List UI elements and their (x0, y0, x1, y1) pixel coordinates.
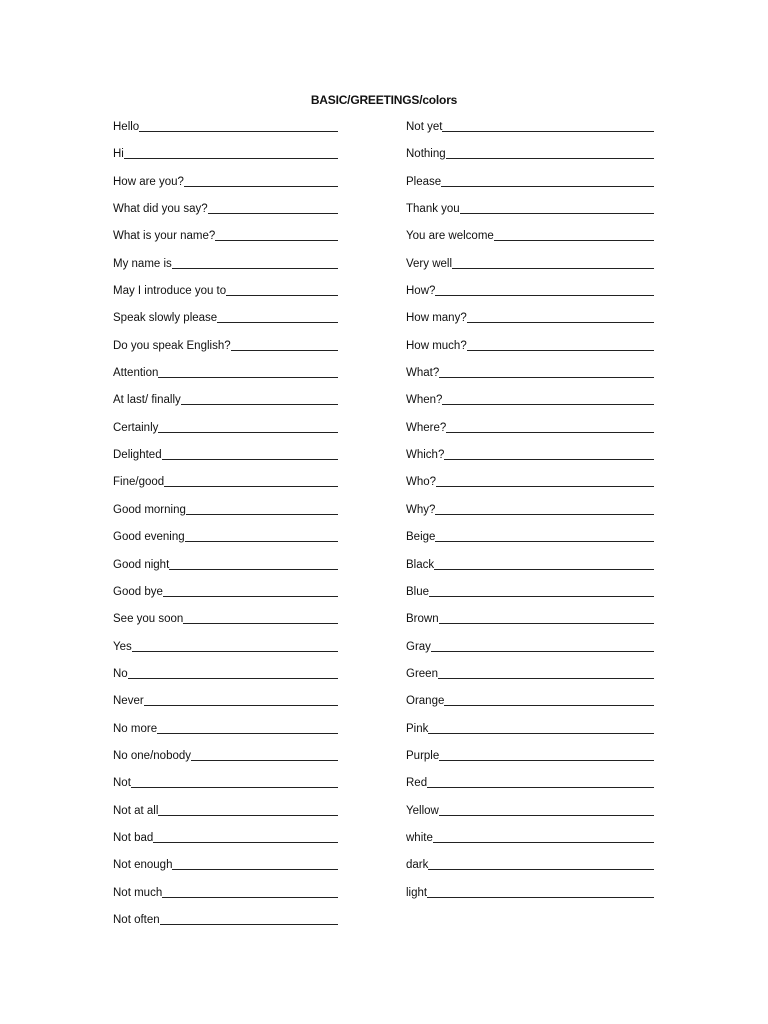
vocabulary-entry (406, 256, 654, 283)
vocabulary-entry (113, 666, 338, 693)
answer-blank-line[interactable] (428, 721, 654, 734)
vocabulary-term: Green (406, 667, 438, 680)
vocabulary-entry (113, 775, 338, 802)
vocabulary-term: dark (406, 859, 429, 872)
answer-blank-line[interactable] (231, 338, 338, 351)
vocabulary-term: How are you? (113, 175, 184, 188)
vocabulary-entry (113, 201, 338, 228)
vocabulary-term: Gray (406, 640, 431, 653)
answer-blank-line[interactable] (446, 420, 654, 433)
vocabulary-term: Never (113, 695, 144, 708)
vocabulary-entry (406, 201, 654, 228)
answer-blank-line[interactable] (162, 447, 338, 460)
answer-blank-line[interactable] (172, 857, 338, 870)
vocabulary-term: May I introduce you to (113, 285, 227, 298)
vocabulary-term: Pink (406, 722, 429, 735)
vocabulary-entry (113, 256, 338, 283)
vocabulary-term: What? (406, 367, 440, 380)
vocabulary-term: Speak slowly please (113, 312, 218, 325)
vocabulary-term: When? (406, 394, 443, 407)
vocabulary-entry (113, 857, 338, 884)
answer-blank-line[interactable] (191, 748, 338, 761)
answer-blank-line[interactable] (438, 666, 654, 679)
vocabulary-term: How? (406, 285, 436, 298)
answer-blank-line[interactable] (444, 447, 654, 460)
vocabulary-entry (406, 857, 654, 884)
vocabulary-entry (406, 310, 654, 337)
vocabulary-term: Who? (406, 476, 437, 489)
vocabulary-term: No (113, 667, 128, 680)
vocabulary-entry (113, 174, 338, 201)
answer-blank-line[interactable] (163, 584, 338, 597)
vocabulary-term: Good night (113, 558, 170, 571)
answer-blank-line[interactable] (139, 119, 338, 132)
vocabulary-term: Hello (113, 121, 140, 133)
vocabulary-term: Not yet (406, 121, 443, 133)
vocabulary-entry (406, 228, 654, 255)
vocabulary-term: Not bad (113, 831, 154, 844)
worksheet-title: BASIC/GREETINGS/colors (310, 93, 458, 107)
vocabulary-term: You are welcome (406, 230, 494, 243)
vocabulary-entry (406, 338, 654, 365)
vocabulary-entry (113, 584, 338, 611)
vocabulary-entry (113, 529, 338, 556)
answer-blank-line[interactable] (435, 529, 654, 542)
answer-blank-line[interactable] (158, 365, 338, 378)
vocabulary-entry (113, 830, 338, 857)
vocabulary-term: Yellow (406, 804, 439, 817)
answer-blank-line[interactable] (434, 557, 654, 570)
vocabulary-term: Red (406, 777, 428, 790)
vocabulary-term: Delighted (113, 449, 162, 462)
vocabulary-entry (113, 748, 338, 775)
vocabulary-entry (113, 283, 338, 310)
vocabulary-term: Not (113, 777, 131, 790)
vocabulary-term: My name is (113, 257, 172, 270)
vocabulary-entry (406, 420, 654, 447)
vocabulary-term: Beige (406, 531, 436, 544)
vocabulary-term: Orange (406, 695, 445, 708)
vocabulary-term: Attention (113, 367, 159, 380)
vocabulary-entry (406, 557, 654, 584)
vocabulary-entry (406, 639, 654, 666)
answer-blank-line[interactable] (467, 310, 654, 323)
answer-blank-line[interactable] (433, 830, 654, 843)
vocabulary-entry (406, 119, 654, 146)
answer-blank-line[interactable] (428, 857, 654, 870)
vocabulary-term: Fine/good (113, 476, 165, 489)
left-vocabulary-column (113, 119, 338, 939)
vocabulary-entry (113, 803, 338, 830)
vocabulary-entry (113, 420, 338, 447)
answer-blank-line[interactable] (184, 174, 338, 187)
answer-blank-line[interactable] (427, 775, 654, 788)
vocabulary-term: Purple (406, 749, 440, 762)
answer-blank-line[interactable] (215, 228, 338, 241)
vocabulary-term: Do you speak English? (113, 339, 231, 352)
answer-blank-line[interactable] (208, 201, 338, 214)
answer-blank-line[interactable] (183, 611, 338, 624)
vocabulary-entry (113, 912, 338, 939)
vocabulary-term: What did you say? (113, 203, 208, 216)
vocabulary-entry (406, 392, 654, 419)
vocabulary-entry (406, 174, 654, 201)
vocabulary-entry (406, 885, 654, 912)
answer-blank-line[interactable] (467, 338, 654, 351)
answer-blank-line[interactable] (435, 283, 654, 296)
vocabulary-entry (113, 721, 338, 748)
vocabulary-entry (406, 721, 654, 748)
vocabulary-term: Blue (406, 585, 430, 598)
vocabulary-term: Black (406, 558, 435, 571)
answer-blank-line[interactable] (162, 885, 338, 898)
vocabulary-term: Please (406, 175, 442, 188)
answer-blank-line[interactable] (164, 474, 338, 487)
vocabulary-term: Hi (113, 148, 124, 161)
vocabulary-entry (113, 693, 338, 720)
answer-blank-line[interactable] (439, 365, 654, 378)
vocabulary-term: How many? (406, 312, 467, 325)
answer-blank-line[interactable] (169, 557, 338, 570)
vocabulary-entry (113, 310, 338, 337)
vocabulary-entry (113, 502, 338, 529)
vocabulary-entry (113, 365, 338, 392)
vocabulary-entry (406, 584, 654, 611)
vocabulary-entry (113, 228, 338, 255)
answer-blank-line[interactable] (153, 830, 338, 843)
vocabulary-term: No one/nobody (113, 749, 192, 762)
vocabulary-entry (406, 693, 654, 720)
vocabulary-term: Brown (406, 613, 439, 626)
vocabulary-entry (113, 557, 338, 584)
answer-blank-line[interactable] (439, 803, 654, 816)
answer-blank-line[interactable] (226, 283, 338, 296)
answer-blank-line[interactable] (444, 693, 654, 706)
vocabulary-term: Good morning (113, 503, 186, 516)
vocabulary-entry (113, 119, 338, 146)
vocabulary-entry (406, 748, 654, 775)
vocabulary-term: Where? (406, 421, 447, 434)
vocabulary-entry (406, 830, 654, 857)
answer-blank-line[interactable] (442, 119, 654, 132)
answer-blank-line[interactable] (160, 912, 338, 925)
vocabulary-entry (406, 611, 654, 638)
vocabulary-term: Nothing (406, 148, 446, 161)
vocabulary-term: Good evening (113, 531, 185, 544)
vocabulary-entry (406, 803, 654, 830)
answer-blank-line[interactable] (436, 474, 654, 487)
answer-blank-line[interactable] (446, 146, 654, 159)
answer-blank-line[interactable] (144, 693, 338, 706)
answer-blank-line[interactable] (157, 721, 338, 734)
vocabulary-term: Why? (406, 503, 436, 516)
answer-blank-line[interactable] (158, 803, 338, 816)
vocabulary-term: Very well (406, 257, 453, 270)
answer-blank-line[interactable] (124, 146, 338, 159)
answer-blank-line[interactable] (185, 529, 338, 542)
vocabulary-entry (113, 639, 338, 666)
answer-blank-line[interactable] (217, 310, 338, 323)
answer-blank-line[interactable] (132, 639, 338, 652)
answer-blank-line[interactable] (158, 420, 338, 433)
vocabulary-entry (113, 885, 338, 912)
vocabulary-entry (406, 474, 654, 501)
vocabulary-term: See you soon (113, 613, 184, 626)
answer-blank-line[interactable] (439, 748, 654, 761)
vocabulary-term: No more (113, 722, 158, 735)
answer-blank-line[interactable] (427, 885, 654, 898)
answer-blank-line[interactable] (181, 392, 338, 405)
vocabulary-term: Not much (113, 886, 163, 899)
vocabulary-term: light (406, 886, 428, 899)
answer-blank-line[interactable] (172, 256, 338, 269)
answer-blank-line[interactable] (460, 201, 654, 214)
vocabulary-entry (406, 666, 654, 693)
answer-blank-line[interactable] (442, 392, 654, 405)
vocabulary-term: white (406, 831, 433, 844)
answer-blank-line[interactable] (186, 502, 338, 515)
vocabulary-entry (113, 392, 338, 419)
vocabulary-term: Not enough (113, 859, 173, 872)
vocabulary-term: Good bye (113, 585, 163, 598)
vocabulary-term: Certainly (113, 421, 159, 434)
vocabulary-term: Yes (113, 640, 132, 653)
vocabulary-term: What is your name? (113, 230, 216, 243)
vocabulary-term: Which? (406, 449, 445, 462)
right-vocabulary-column (406, 119, 654, 912)
vocabulary-term: Thank you (406, 203, 460, 216)
vocabulary-entry (113, 474, 338, 501)
answer-blank-line[interactable] (452, 256, 654, 269)
vocabulary-term: Not often (113, 913, 160, 926)
vocabulary-term: How much? (406, 339, 467, 352)
vocabulary-entry (406, 283, 654, 310)
vocabulary-entry (406, 775, 654, 802)
vocabulary-entry (406, 502, 654, 529)
answer-blank-line[interactable] (429, 584, 654, 597)
answer-blank-line[interactable] (441, 174, 654, 187)
answer-blank-line[interactable] (131, 775, 338, 788)
vocabulary-entry (113, 611, 338, 638)
vocabulary-term: At last/ finally (113, 394, 181, 407)
vocabulary-entry (406, 146, 654, 173)
vocabulary-entry (406, 365, 654, 392)
answer-blank-line[interactable] (494, 228, 654, 241)
vocabulary-entry (113, 146, 338, 173)
vocabulary-entry (406, 447, 654, 474)
vocabulary-entry (113, 447, 338, 474)
vocabulary-entry (406, 529, 654, 556)
answer-blank-line[interactable] (431, 639, 654, 652)
answer-blank-line[interactable] (439, 611, 654, 624)
answer-blank-line[interactable] (435, 502, 654, 515)
vocabulary-entry (113, 338, 338, 365)
answer-blank-line[interactable] (128, 666, 338, 679)
vocabulary-term: Not at all (113, 804, 159, 817)
